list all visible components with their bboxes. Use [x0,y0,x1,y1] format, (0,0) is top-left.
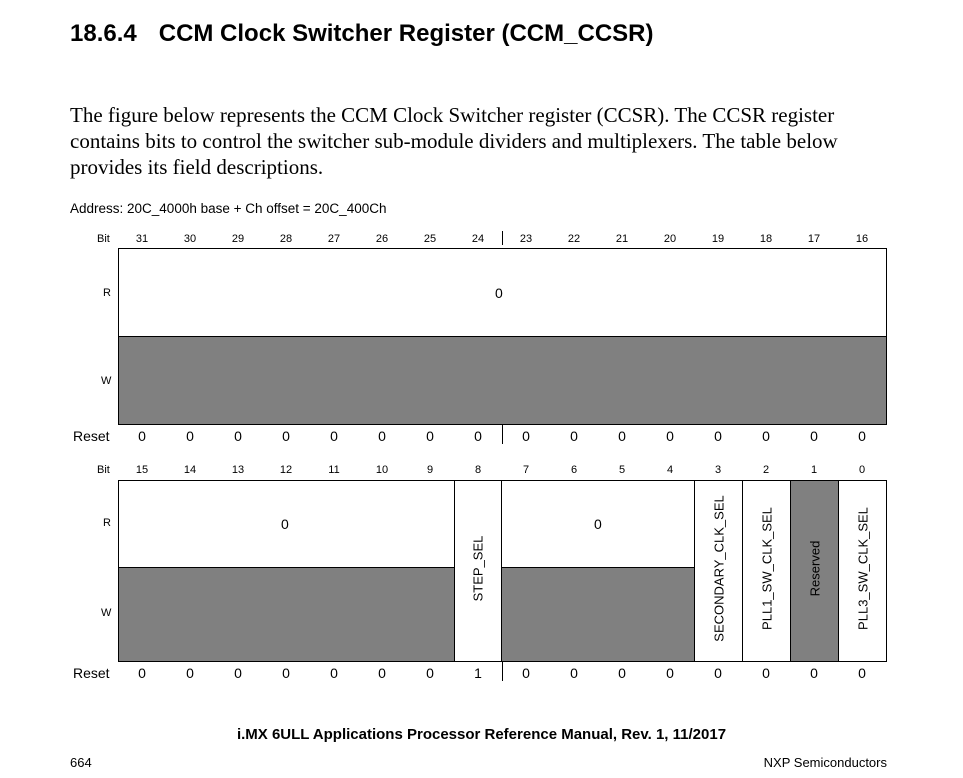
reset-value: 0 [618,428,626,444]
pll3-sw-clk-sel-label: PLL3_SW_CLK_SEL [855,507,871,630]
bit-number: 14 [183,464,197,476]
reset-value: 0 [762,428,770,444]
bit-number: 4 [666,464,674,476]
reset-value: 0 [570,665,578,681]
bit-number: 26 [375,233,389,245]
reset-value: 0 [858,665,866,681]
lower-mid-write-field [501,567,695,662]
reset-value: 0 [714,428,722,444]
reset-value: 0 [186,428,194,444]
bit-number: 8 [474,464,482,476]
reset-value: 0 [810,665,818,681]
reset-value: 0 [282,428,290,444]
bit-number: 18 [759,233,773,245]
manual-title: i.MX 6ULL Applications Processor Reference Manual, Rev. 1, 11/2017 [236,726,727,743]
upper-bit-label: Bit [97,233,110,245]
register-address: Address: 20C_4000h base + Ch offset = 20C_400Ch [70,201,387,216]
lower-w-label: W [101,607,112,619]
bit-number: 29 [231,233,245,245]
reset-value: 0 [666,665,674,681]
reset-value: 0 [378,428,386,444]
reset-value: 0 [330,428,338,444]
pll3-sw-clk-sel-field [838,480,887,662]
bit-number: 30 [183,233,197,245]
reset-value: 0 [282,665,290,681]
bit-number: 20 [663,233,677,245]
bit-number: 16 [855,233,869,245]
reset-value: 0 [570,428,578,444]
reset-value: 0 [858,428,866,444]
reserved-label: Reserved [807,540,823,597]
bit-number: 3 [714,464,722,476]
reset-value: 0 [138,428,146,444]
bit-number: 22 [567,233,581,245]
section-title: CCM Clock Switcher Register (CCM_CCSR) [158,20,654,47]
bit-number: 31 [135,233,149,245]
upper-read-value: 0 [495,285,503,301]
section-number: 18.6.4 [70,20,137,47]
lower-mid-read-field [501,480,695,568]
reset-value: 0 [666,428,674,444]
bit-number: 19 [711,233,725,245]
bit-number: 11 [328,464,340,476]
reset-value: 0 [234,428,242,444]
intro-paragraph: The figure below represents the CCM Clock Switcher register (CCSR). The CCSR register contains bits to control the switcher sub-module dividers and multiplexers. The table below provides its field descriptions. [70,103,838,179]
upper-reset-label: Reset [73,428,110,444]
bit-number: 17 [807,233,821,245]
bit-number: 27 [327,233,341,245]
pll1-sw-clk-sel-label: PLL1_SW_CLK_SEL [759,507,775,630]
bit-number: 6 [570,464,578,476]
lower-bit-label: Bit [97,464,110,476]
secondary-clk-sel-label: SECONDARY_CLK_SEL [711,495,727,642]
lower-reset-label: Reset [73,665,110,681]
bit-number: 21 [615,233,629,245]
bit-number: 2 [762,464,770,476]
upper-w-label: W [101,375,112,387]
upper-reset-separator [502,425,503,444]
lower-r-label: R [103,517,111,529]
lower-mid-read-value: 0 [594,516,602,532]
reset-value: 1 [474,665,482,681]
bit-number: 13 [231,464,245,476]
bit-number: 0 [858,464,866,476]
reset-value: 0 [426,428,434,444]
bit-number: 25 [423,233,437,245]
reset-value: 0 [522,428,530,444]
reset-value: 0 [618,665,626,681]
reset-value: 0 [762,665,770,681]
pll1-sw-clk-sel-field [742,480,791,662]
reset-value: 0 [714,665,722,681]
bit-number: 24 [471,233,485,245]
step-sel-field [454,480,502,662]
upper-read-field [118,248,887,337]
reserved-field [790,480,839,662]
bit-number: 7 [522,464,530,476]
company-name: NXP Semiconductors [763,755,887,770]
lower-left-read-value: 0 [281,516,289,532]
upper-r-label: R [103,287,111,299]
reset-value: 0 [522,665,530,681]
reset-value: 0 [186,665,194,681]
lower-left-read-field [118,480,455,568]
page-number: 664 [70,755,92,770]
bit-number: 10 [375,464,389,476]
bit-number: 12 [279,464,293,476]
bit-number: 23 [519,233,533,245]
lower-reset-separator [502,662,503,681]
reset-value: 0 [330,665,338,681]
section-heading [70,20,653,48]
upper-header-separator [502,231,503,245]
reset-value: 0 [810,428,818,444]
bit-number: 5 [618,464,626,476]
reset-value: 0 [378,665,386,681]
bit-number: 9 [426,464,434,476]
reset-value: 0 [138,665,146,681]
upper-write-field [118,336,887,425]
bit-number: 28 [279,233,293,245]
reset-value: 0 [234,665,242,681]
reset-value: 0 [426,665,434,681]
reset-value: 0 [474,428,482,444]
lower-left-write-field [118,567,455,662]
step-sel-label: STEP_SEL [470,535,486,602]
bit-number: 1 [810,464,818,476]
secondary-clk-sel-field [694,480,743,662]
bit-number: 15 [135,464,149,476]
